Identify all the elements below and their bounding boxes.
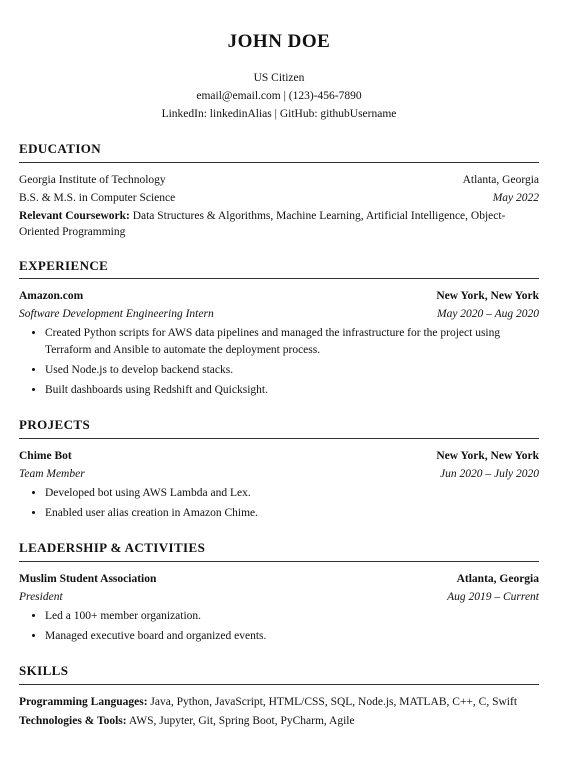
candidate-name: JOHN DOE (227, 31, 331, 52)
experience-bullets (19, 325, 539, 399)
coursework-label: Relevant Coursework: (19, 209, 130, 222)
programming-languages (19, 693, 539, 712)
project-location: New York, New York (436, 450, 539, 463)
projects-title: PROJECTS (19, 417, 539, 439)
education-section (19, 141, 539, 240)
leadership-bullets (19, 608, 539, 645)
leadership-section (19, 540, 539, 645)
project-org-row (19, 447, 539, 465)
languages-label: Programming Languages: (19, 696, 148, 709)
project-date: Jun 2020 – July 2020 (439, 468, 539, 481)
list-item: • Built dashboards using Redshift and Quicksight. (45, 382, 539, 399)
list-item: • Managed executive board and organized events. (45, 628, 539, 645)
school-name: Georgia Institute of Technology (19, 173, 166, 186)
project-role-row (19, 465, 539, 483)
education-row (19, 171, 539, 189)
list-item: • Led a 100+ member organization. (45, 608, 539, 625)
list-item: • Created Python scripts for AWS data pipelines and managed the infrastructure for the project using Terraform and Ansible to automate the deployment process. (45, 325, 539, 359)
experience-location: New York, New York (436, 290, 539, 303)
coursework (19, 208, 539, 240)
leadership-role-row (19, 588, 539, 606)
experience-role: Software Development Engineering Intern (19, 308, 214, 321)
citizenship: US Citizen (253, 71, 305, 84)
technologies-tools (19, 712, 539, 731)
experience-title: EXPERIENCE (19, 258, 539, 280)
experience-date: May 2020 – Aug 2020 (436, 308, 539, 321)
experience-section (19, 258, 539, 400)
list-item: • Enabled user alias creation in Amazon Chime. (45, 505, 539, 522)
profile-links: LinkedIn: linkedinAlias | GitHub: githubUsername (161, 107, 397, 120)
project-role: Team Member (19, 468, 85, 481)
skills-title: SKILLS (19, 663, 539, 685)
contact-info: email@email.com | (123)-456-7890 (196, 89, 362, 102)
list-item: • Used Node.js to develop backend stacks. (45, 362, 539, 379)
list-item: • Developed bot using AWS Lambda and Lex. (45, 485, 539, 502)
school-location: Atlanta, Georgia (462, 173, 539, 186)
project-name: Chime Bot (19, 450, 72, 463)
leadership-org-row (19, 570, 539, 588)
languages-list: Java, Python, JavaScript, HTML/CSS, SQL, Node.js, MATLAB, C++, C, Swift (150, 696, 518, 709)
projects-section (19, 417, 539, 522)
experience-role-row (19, 305, 539, 323)
tools-list: AWS, Jupyter, Git, Spring Boot, PyCharm, Agile (128, 715, 355, 728)
education-title: EDUCATION (19, 141, 539, 163)
leadership-date: Aug 2019 – Current (447, 591, 539, 604)
leadership-location: Atlanta, Georgia (456, 573, 539, 586)
skills-section (19, 663, 539, 731)
experience-org-row (19, 287, 539, 305)
leadership-role: President (19, 591, 63, 604)
degree: B.S. & M.S. in Computer Science (19, 191, 176, 204)
tools-label: Technologies & Tools: (19, 715, 127, 728)
graduation-date: May 2022 (492, 191, 539, 204)
coursework-list: Data Structures & Algorithms, Machine Learning, Artificial Intelligence, Object-Oriented Programming (19, 209, 506, 238)
degree-row (19, 189, 539, 207)
leadership-org: Muslim Student Association (19, 573, 157, 586)
experience-org: Amazon.com (19, 290, 84, 303)
leadership-title: LEADERSHIP & ACTIVITIES (19, 540, 539, 562)
project-bullets (19, 485, 539, 522)
